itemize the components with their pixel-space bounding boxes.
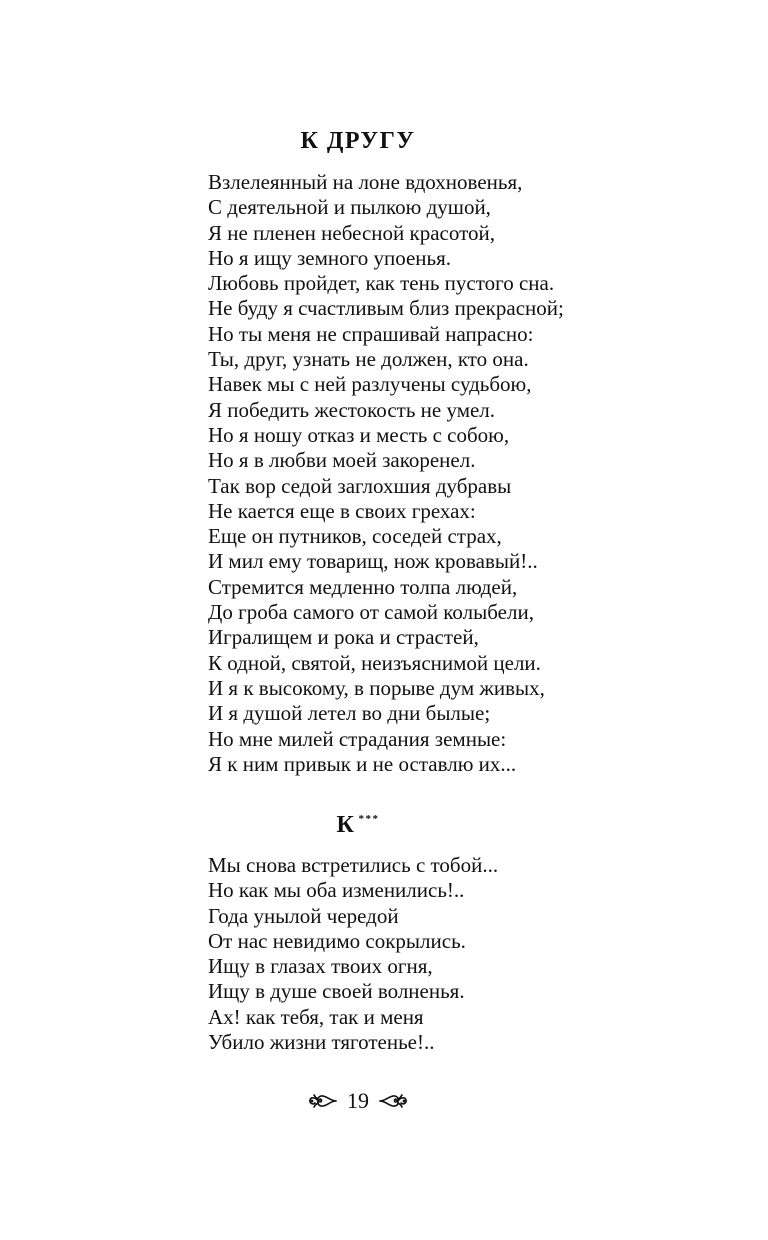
page-number: 19 [347, 1088, 369, 1113]
poem-line: Убило жизни тяготенье!.. [208, 1030, 435, 1055]
poem-line: С деятельной и пылкою душой, [208, 195, 491, 220]
poem-title [0, 128, 716, 155]
poem-line: Но я ношу отказ и месть с собою, [208, 422, 510, 447]
poem-line: Ах! как тебя, так и меня [208, 1004, 424, 1029]
poem-line: Ищу в душе своей волненья. [208, 979, 465, 1004]
poem-line: Но мне милей страдания земные: [208, 726, 507, 751]
poem-line: Мы снова встретились с тобой... [208, 853, 499, 877]
poem-line: Навек мы с ней разлучены судьбою, [208, 372, 532, 397]
poem-line: Но я в любви моей закоренел. [208, 448, 476, 473]
poem-body [208, 170, 564, 777]
poem-title-text: К [336, 812, 356, 838]
poem-line: Взлелеянный на лоне вдохновенья, [208, 170, 523, 194]
poem-line: Но как мы оба изменились!.. [208, 878, 465, 903]
poem-line: Любовь пройдет, как тень пустого сна. [208, 271, 555, 296]
poem-line: Игралищем и рока и страстей, [208, 625, 479, 650]
poem-line: Так вор седой заглохшия дубравы [208, 473, 512, 498]
poem-body [208, 853, 498, 1055]
poem-line: Я победить жестокость не умел. [208, 397, 496, 422]
poem-line: Я к ним привык и не оставлю их... [208, 751, 517, 776]
page-folio [0, 1088, 716, 1114]
poem-title-asterisks: *** [358, 813, 380, 825]
poem-line: Не буду я счастливым близ прекрасной; [208, 296, 564, 321]
poem-line: И я к высокому, в порыве дум живых, [208, 675, 545, 700]
poem-line: Я не пленен небесной красотой, [208, 220, 495, 245]
poem-line: И мил ему товарищ, нож кровавый!.. [208, 549, 538, 574]
poem-line: К одной, святой, неизъяснимой цели. [208, 650, 541, 675]
poem-line: Не кается еще в своих грехах: [208, 498, 476, 523]
poem-line: Но ты меня не спрашивай напрасно: [208, 321, 534, 346]
poem-line: Но я ищу земного упоенья. [208, 245, 452, 270]
poem-title-text: К ДРУГУ [300, 128, 416, 154]
poem-line: Стремится медленно толпа людей, [208, 574, 518, 599]
poem-line: Ищу в глазах твоих огня, [208, 954, 433, 979]
poem-title [0, 812, 716, 839]
poem-line: До гроба самого от самой колыбели, [208, 600, 534, 625]
poem-line: Ты, друг, узнать не должен, кто она. [208, 347, 529, 372]
poem-line: И я душой летел во дни былые; [208, 701, 491, 726]
poem-line: Года унылой чередой [208, 903, 399, 928]
floral-ornament-icon [378, 1091, 408, 1111]
poem-line: От нас невидимо сокрылись. [208, 928, 466, 953]
poem-line: Еще он путников, соседей страх, [208, 524, 502, 549]
floral-ornament-icon [308, 1091, 338, 1111]
